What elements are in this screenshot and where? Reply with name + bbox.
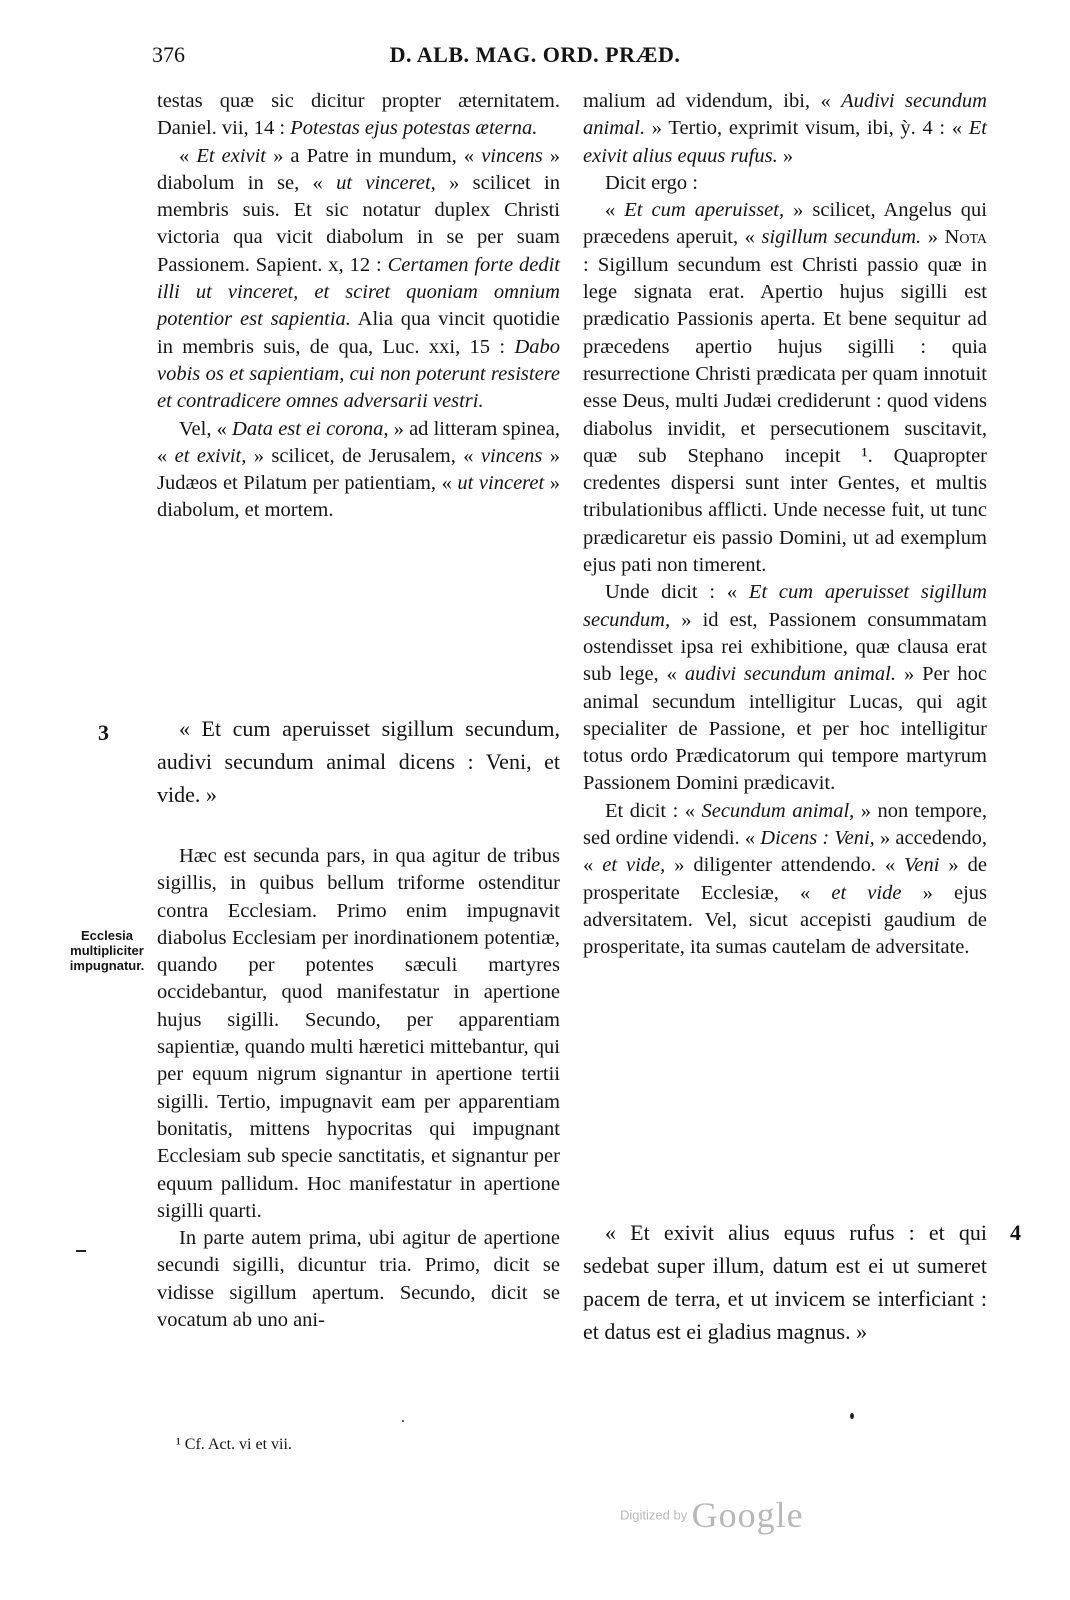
text-run: Vel, «	[179, 417, 233, 440]
verse-paragraph: « Et cum aperuisset sigillum secundum, audivi secundum animal dicens : Veni, et vide. »	[157, 716, 560, 807]
running-head: D. ALB. MAG. ORD. PRÆD.	[389, 42, 681, 67]
right-paragraph-4	[583, 579, 987, 797]
commentary-paragraph: Hæc est secunda pars, in qua agitur de tribus sigillis, in quibus bellum triforme ostenditur contra Ecclesiam. Primo enim impugnavit diabolus Ecclesiam per inordinationem potentiæ, quando per potentes sæculi martyres occidebantur, quod manifestatur in apertione hujus sigilli. Secundo, per apparentiam sapientiæ, quando multi hæretici mittebantur, qui per equum nigrum signantur in apertione tertii sigilli. Tertio, impugnavit eam per apparentiam bonitatis, mittens hypocritas qui impugnant Ecclesiam sub specie sanctitatis, et signantur per equum pallidum. Hoc manifestatur in apertione sigilli quarti.	[157, 845, 560, 1222]
right-paragraph-2: Dicit ergo :	[605, 171, 698, 194]
text-run: » scilicet in membris suis. Et sic notatur duplex Christi victoria qua vicit diabolum in se per suam Passionem. Sapient. x, 12 :	[157, 171, 560, 276]
text-run: et exivit,	[174, 444, 247, 467]
text-run: vincens	[480, 444, 543, 467]
text-run: » a Patre in mundum, «	[266, 144, 482, 167]
text-run: » non tempore, sed ordine videndi. «	[583, 799, 987, 850]
text-run: » scilicet, Angelus qui præcedens aperuit, «	[583, 199, 987, 249]
text-run: » accedendo, «	[583, 827, 987, 877]
text-run: » de prosperitate Ecclesiæ, «	[583, 854, 987, 904]
text-run: »	[777, 144, 794, 167]
commentary-paragraph: In parte autem prima, ubi agitur de apertione secundi sigilli, dicuntur tria. Primo, dicit se vidisse sigillum apertum. Secundo, dicit se vocatum ab uno ani-	[157, 1227, 560, 1332]
page-number: 376	[152, 42, 185, 67]
text-run: «	[179, 144, 197, 167]
text-run: Dicens : Veni,	[760, 827, 875, 850]
left-paragraph-1	[157, 88, 560, 143]
verse-number: 3	[98, 720, 109, 745]
text-run: ut vinceret	[457, 472, 545, 495]
left-paragraph-3	[157, 416, 560, 525]
text-run: Veni	[904, 854, 940, 877]
text-run: ut vinceret,	[336, 171, 436, 194]
text-run: » ejus adversitatem. Vel, sicut accepisti gaudium de prosperitate, ita sumas cautelam de adversitate.	[583, 881, 987, 959]
text-run: » Tertio, exprimit visum, ibi, ỳ. 4 : «	[645, 117, 969, 140]
text-run: » ad litteram spinea, «	[157, 417, 560, 467]
text-run: » id est, Passionem consummatam ostendisset ipsa rei exhibitione, quæ clausa erat sub lege, «	[583, 608, 987, 686]
text-run: Alia qua vincit quotidie in membris suis, de qua, Luc. xxi, 15 :	[157, 308, 560, 358]
text-run: et vide,	[602, 854, 666, 877]
text-run: Et cum aperuisset,	[624, 199, 785, 222]
text-run: Nota	[944, 226, 987, 249]
margin-mark	[76, 1250, 86, 1252]
left-commentary	[157, 843, 560, 1334]
text-run: Certamen forte dedit illi ut vinceret, et sciret quoniam omnium potentior est sapientia.	[157, 253, 560, 331]
text-run: » Judæos et Pilatum per patientiam, «	[157, 444, 561, 495]
google-logo: Google	[691, 1495, 804, 1535]
ink-speck	[850, 1413, 854, 1419]
left-paragraph-2	[157, 143, 560, 416]
text-run: Secundum animal,	[701, 799, 855, 822]
text-run: et vide	[831, 881, 902, 904]
right-paragraph-3	[583, 197, 987, 579]
footnote: ¹ Cf. Act. vi et vii.	[176, 1436, 292, 1453]
text-run: » diligenter attendendo. «	[665, 854, 905, 877]
text-run: Et exivit alius equus rufus.	[583, 117, 987, 167]
digitized-by-google-watermark	[620, 1494, 804, 1536]
verse-text	[583, 1216, 987, 1348]
text-run: » diabolum, et mortem.	[157, 472, 561, 522]
text-run: Et cum aperuisset sigillum secundum,	[583, 581, 987, 631]
text-run: vincens	[481, 144, 543, 167]
text-run: Audivi secundum animal.	[583, 90, 987, 140]
text-run: » scilicet, de Jerusalem, «	[246, 444, 481, 467]
right-paragraph-1	[583, 88, 987, 170]
text-run: »	[921, 226, 945, 249]
text-run: Potestas ejus potestas æterna.	[290, 117, 538, 140]
text-run: » diabolum in se, «	[157, 144, 561, 194]
text-run: malium ad videndum, ibi, «	[583, 90, 842, 112]
text-run: Data est ei corona,	[232, 417, 389, 440]
verse-text	[157, 712, 560, 811]
text-run: Et dicit : «	[605, 799, 702, 822]
text-run: : Sigillum secundum est Christi passio quæ in lege signata erat. Apertio hujus sigilli est prædicatio Passionis aperta. Et bene sequitur ad præcedens apertio hujus sigilli : quia resurrectione Christi prædicata per quam innotuit esse Deus, multi Judæi crediderunt : quod videns diabolus invidit, et persecutionem suscitavit, quæ sub Stephano incepit ¹. Quapropter credentes dispersi sunt inter Gentes, et multis tribulationibus afflicti. Unde necesse fuit, ut tunc prædicaretur eis passio Domini, ut ad exemplum ejus pati non timerent.	[583, 253, 987, 577]
text-run: sigillum secundum.	[761, 226, 922, 249]
right-paragraph-5	[583, 798, 987, 962]
left-column	[157, 88, 560, 525]
right-column	[583, 88, 987, 962]
text-run: Unde dicit : «	[605, 581, 749, 604]
text-run: audivi secundum animal.	[684, 663, 896, 686]
watermark-prefix: Digitized by	[620, 1507, 688, 1523]
verse-number: 4	[1010, 1220, 1021, 1245]
text-run: » Per hoc animal secundum intelligitur Lucas, qui agit specialiter de Passione, et per hoc intelligitur totus ordo Prædicatorum qui tempore martyrum Passionem Domini prædicavit.	[583, 663, 987, 795]
text-run: «	[605, 199, 625, 222]
text-run: Dabo vobis os et sapientiam, cui non poterunt resistere et contradicere omnes adversarii vestri.	[157, 335, 560, 413]
ink-speck	[402, 1420, 404, 1422]
text-run: Et exivit	[196, 144, 267, 167]
margin-note: Ecclesia multipliciter impugnatur.	[69, 928, 145, 973]
verse-paragraph: « Et exivit alius equus rufus : et qui sedebat super illum, datum est ei ut sumeret pacem de terra, et ut invicem se interficiant : et datus est ei gladius magnus. »	[583, 1220, 987, 1344]
text-run: testas quæ sic dicitur propter æternitatem. Daniel. vii, 14 :	[157, 90, 560, 140]
